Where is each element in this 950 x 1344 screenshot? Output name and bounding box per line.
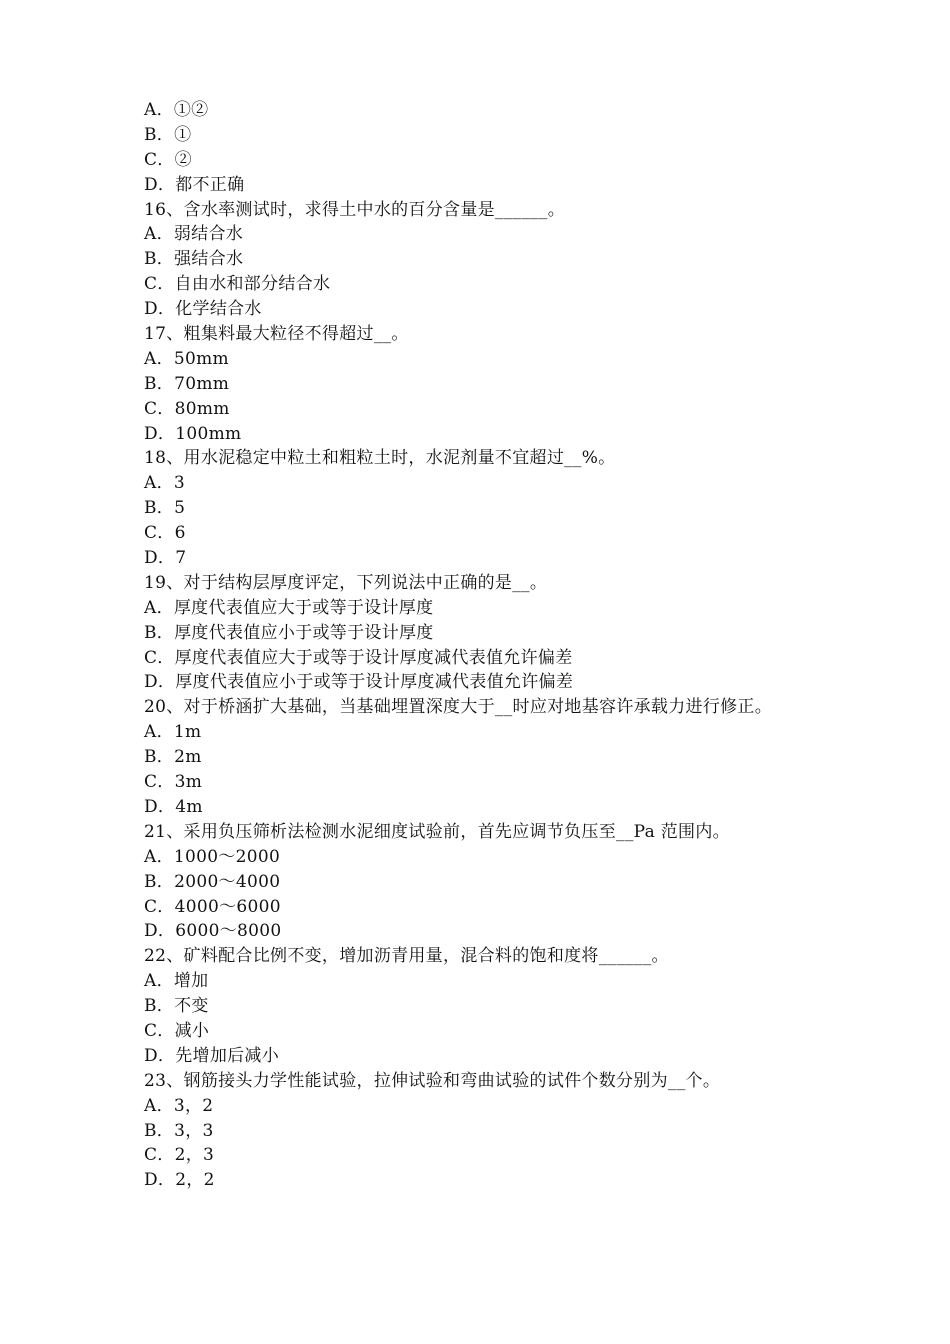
option-line: D．厚度代表值应小于或等于设计厚度减代表值允许偏差 — [144, 672, 574, 693]
question-21: 21、采用负压筛析法检测水泥细度试验前，首先应调节负压至__Pa 范围内。 — [144, 821, 730, 842]
option-line: A．①② — [144, 100, 209, 120]
option-line: D．先增加后减小 — [144, 1045, 280, 1066]
option-line: C．6 — [144, 523, 186, 544]
question-23: 23、钢筋接头力学性能试验，拉伸试验和弯曲试验的试件个数分别为__个。 — [144, 1070, 721, 1091]
option-line: D．2，2 — [144, 1170, 215, 1191]
option-line: A．增加 — [144, 971, 209, 992]
option-line: D．7 — [144, 548, 187, 569]
option-line: B．① — [144, 124, 192, 145]
option-line: A．厚度代表值应大于或等于设计厚度 — [144, 597, 434, 618]
question-22: 22、矿料配合比例不变，增加沥青用量，混合料的饱和度将______。 — [144, 946, 669, 967]
question-19: 19、对于结构层厚度评定，下列说法中正确的是__。 — [144, 572, 548, 593]
option-line: C．3m — [144, 772, 203, 793]
option-line: A．1m — [144, 722, 202, 743]
option-line: C．自由水和部分结合水 — [144, 274, 331, 295]
option-line: B．70mm — [144, 373, 230, 394]
question-20: 20、对于桥涵扩大基础，当基础埋置深度大于__时应对地基容许承载力进行修正。 — [144, 697, 773, 718]
option-line: C．2，3 — [144, 1145, 215, 1166]
option-line: A．1000～2000 — [144, 846, 281, 867]
option-line: B．2000～4000 — [144, 871, 281, 892]
question-16: 16、含水率测试时，求得土中水的百分含量是______。 — [144, 199, 566, 220]
question-17: 17、粗集料最大粒径不得超过__。 — [144, 324, 409, 345]
option-line: D．化学结合水 — [144, 299, 262, 320]
question-18: 18、用水泥稳定中粒土和粗粒土时，水泥剂量不宜超过__%。 — [144, 448, 616, 469]
option-line: C．4000～6000 — [144, 896, 281, 917]
option-line: A．弱结合水 — [144, 224, 244, 245]
option-line: C．80mm — [144, 398, 230, 419]
option-line: D．6000～8000 — [144, 921, 282, 942]
option-line: C．② — [144, 149, 192, 170]
option-line: C．厚度代表值应大于或等于设计厚度减代表值允许偏差 — [144, 647, 573, 668]
option-line: D．都不正确 — [144, 174, 245, 195]
option-line: B．2m — [144, 747, 202, 768]
option-line: A．3，2 — [144, 1095, 214, 1116]
option-line: B．5 — [144, 498, 186, 519]
option-line: A．3 — [144, 473, 185, 494]
option-line: B．3，3 — [144, 1120, 214, 1141]
option-line: A．50mm — [144, 348, 229, 369]
option-line: C．减小 — [144, 1020, 210, 1041]
question-list — [144, 98, 824, 1193]
option-line: B．不变 — [144, 996, 209, 1017]
option-line: D．4m — [144, 796, 203, 817]
option-line: B．厚度代表值应小于或等于设计厚度 — [144, 622, 434, 643]
option-line: B．强结合水 — [144, 249, 244, 270]
option-line: D．100mm — [144, 423, 242, 444]
